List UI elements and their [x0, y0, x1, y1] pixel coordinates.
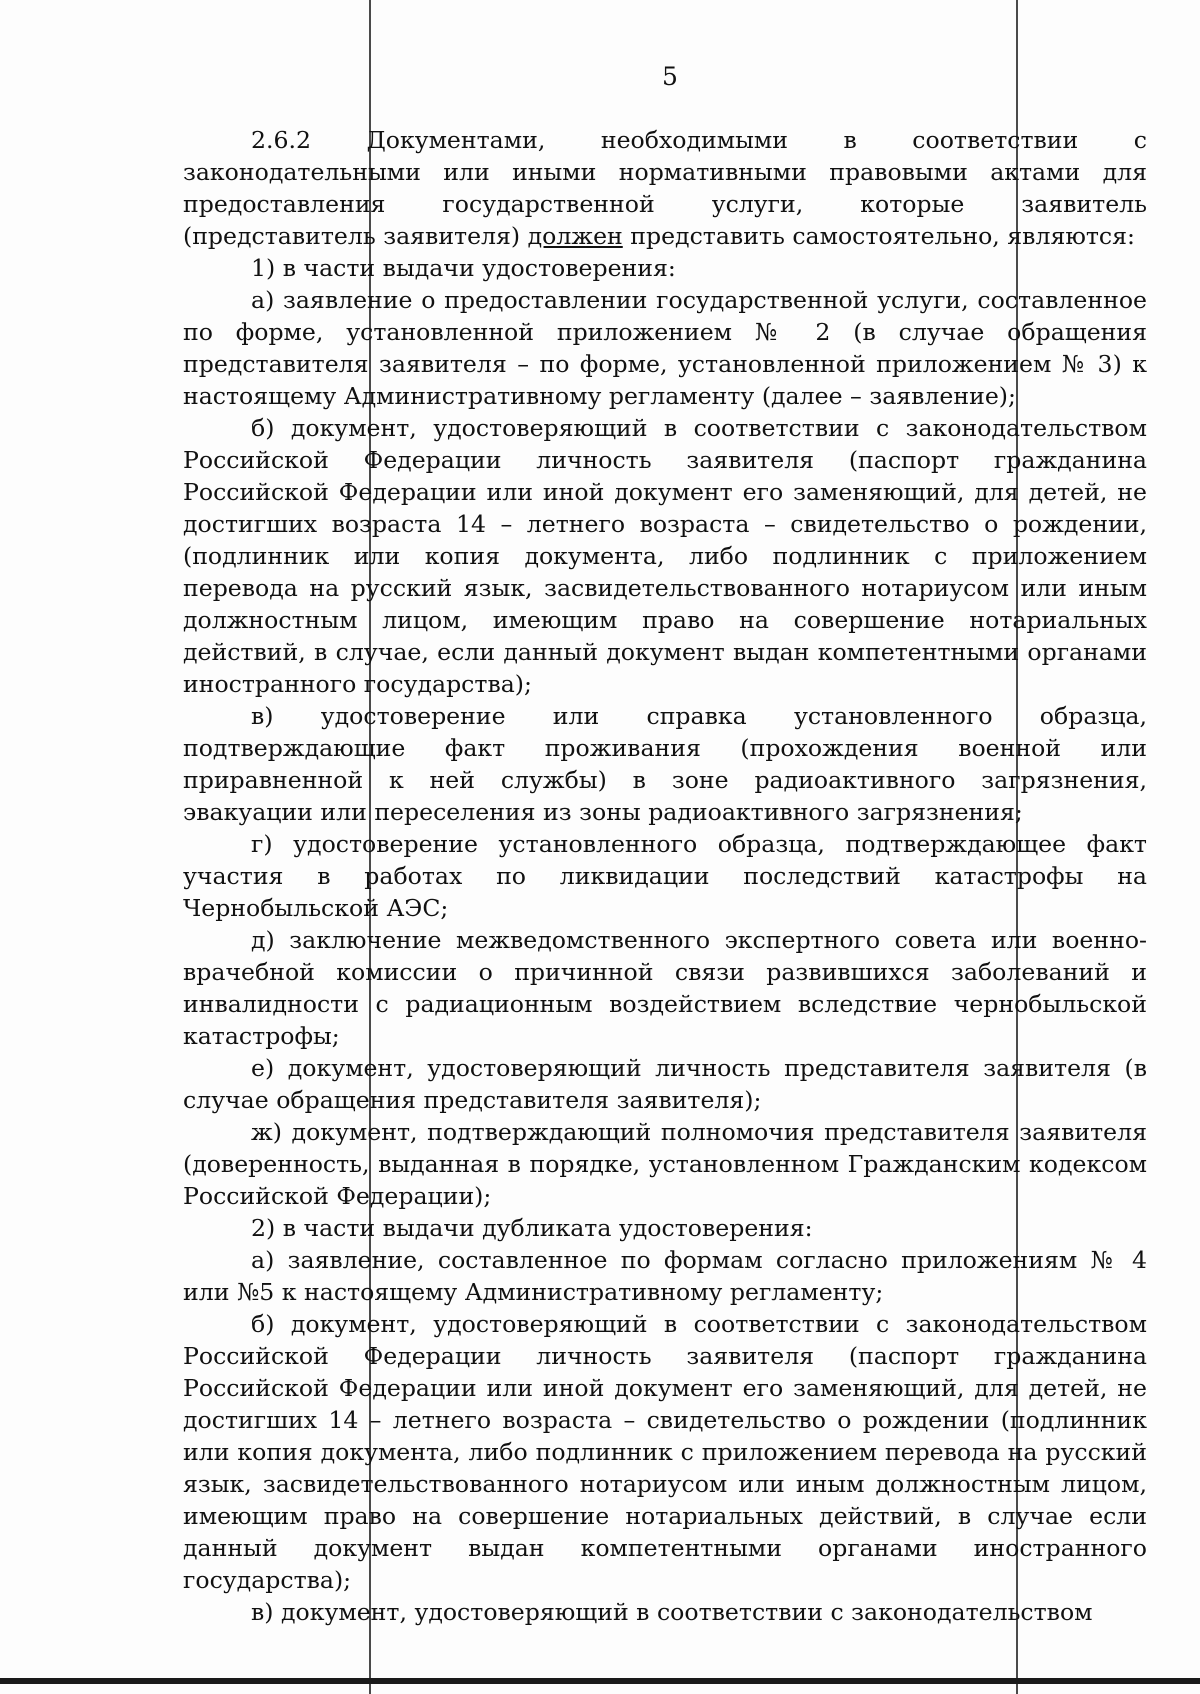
- paragraph-item-2a: а) заявление, составленное по формам согласно приложениям № 4 или №5 к настоящему Административному регламенту;: [183, 1246, 1147, 1306]
- paragraph-item-1a: а) заявление о предоставлении государственной услуги, составленное по форме, установленной приложением № 2 (в случае обращения представителя заявителя – по форме, установленной приложением № 3) к настоящему Административному регламенту (далее – заявление);: [183, 286, 1147, 410]
- paragraph-text: представить самостоятельно, являются:: [622, 222, 1135, 250]
- paragraph-item-1b: б) документ, удостоверяющий в соответствии с законодательством Российской Федерации личность заявителя (паспорт гражданина Российской Федерации или иной документ его заменяющий, для детей, не достигших возраста 14 – летнего возраста – свидетельство о рождении, (подлинник или копия документа, либо подлинник с приложением перевода на русский язык, засвидетельствованного нотариусом или иным должностным лицом, имеющим право на совершение нотариальных действий, в случае, если данный документ выдан компетентными органами иностранного государства);: [183, 414, 1147, 698]
- paragraph-item-2v: в) документ, удостоверяющий в соответствии с законодательством: [251, 1598, 1093, 1626]
- paragraph-item-1v: в) удостоверение или справка установленного образца, подтверждающие факт проживания (прохождения военной или приравненной к ней службы) в зоне радиоактивного загрязнения, эвакуации или переселения из зоны радиоактивного загрязнения;: [183, 702, 1147, 826]
- paragraph-item-1: 1) в части выдачи удостоверения:: [251, 254, 676, 282]
- paragraph-item-1zh: ж) документ, подтверждающий полномочия представителя заявителя (доверенность, выданная в порядке, установленном Гражданским кодексом Российской Федерации);: [183, 1118, 1147, 1210]
- paragraph-item-1d: д) заключение межведомственного экспертного совета или военно-врачебной комиссии о причинной связи развившихся заболеваний и инвалидности с радиационным воздействием вследствие чернобыльской катастрофы;: [183, 926, 1147, 1050]
- page-number: 5: [662, 62, 678, 91]
- document-body: [183, 124, 1147, 1628]
- underlined-word: должен: [527, 222, 623, 250]
- paragraph-item-2b: б) документ, удостоверяющий в соответствии с законодательством Российской Федерации личность заявителя (паспорт гражданина Российской Федерации или иной документ его заменяющий, для детей, не достигших 14 – летнего возраста – свидетельство о рождении (подлинник или копия документа, либо подлинник с приложением перевода на русский язык, засвидетельствованного нотариусом или иным должностным лицом, имеющим право на совершение нотариальных действий, в случае если данный документ выдан компетентными органами иностранного государства);: [183, 1310, 1147, 1594]
- paragraph-item-2: 2) в части выдачи дубликата удостоверения:: [251, 1214, 813, 1242]
- scan-edge-bottom: [0, 1678, 1200, 1684]
- paragraph-text: 2.6.2 Документами, необходимыми в соответствии с законодательными или иными нормативными правовыми актами для предоставления государственной услуги, которые заявитель (представитель заявителя): [183, 126, 1147, 250]
- paragraph-item-1g: г) удостоверение установленного образца, подтверждающее факт участия в работах по ликвидации последствий катастрофы на Чернобыльской АЭС;: [183, 830, 1147, 922]
- paragraph-2-6-2: [183, 124, 1147, 252]
- paragraph-item-1e: е) документ, удостоверяющий личность представителя заявителя (в случае обращения представителя заявителя);: [183, 1054, 1147, 1114]
